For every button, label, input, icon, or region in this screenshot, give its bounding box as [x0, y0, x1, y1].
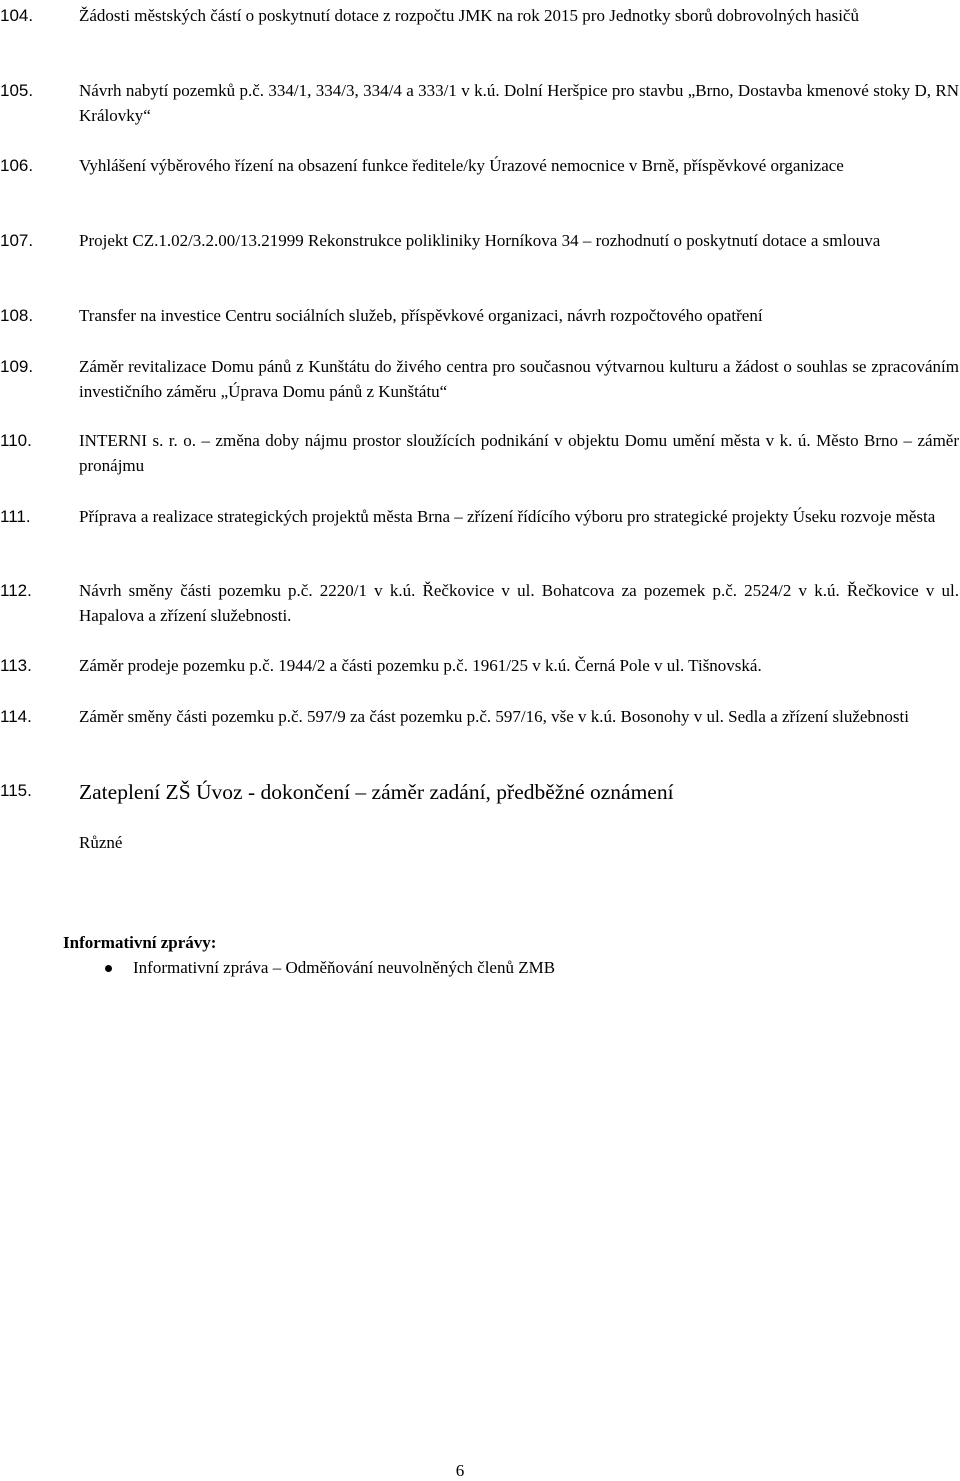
item-number: 110. — [0, 431, 32, 450]
item-text: Zateplení ZŠ Úvoz - dokončení – záměr zadání, předběžné oznámení — [79, 780, 674, 804]
item-number: 109. — [0, 357, 34, 376]
page-number: 6 — [455, 1461, 465, 1480]
item-number: 111. — [0, 507, 31, 526]
item-number: 113. — [0, 656, 32, 675]
item-text: Projekt CZ.1.02/3.2.00/13.21999 Rekonstrukce polikliniky Horníkova 34 – rozhodnutí o poskytnutí dotace a smlouva — [79, 231, 881, 250]
item-number: 114. — [0, 707, 32, 726]
item-text: INTERNI s. r. o. – změna doby nájmu prostor sloužících podnikání v objektu Domu umění města v k. ú. Město Brno – záměr pronájmu — [79, 431, 959, 475]
informative-report-text: Informativní zpráva – Odměňování neuvolněných členů ZMB — [133, 958, 556, 977]
item-text: Vyhlášení výběrového řízení na obsazení funkce ředitele/ky Úrazové nemocnice v Brně, příspěvkové organizace — [79, 156, 844, 175]
item-number: 106. — [0, 156, 34, 175]
item-number: 115. — [0, 781, 32, 800]
item-text: Příprava a realizace strategických projektů města Brna – zřízení řídícího výboru pro strategické projekty Úseku rozvoje města — [79, 507, 936, 526]
item-text: Záměr směny části pozemku p.č. 597/9 za část pozemku p.č. 597/16, vše v k.ú. Bosonohy v ul. Sedla a zřízení služebnosti — [79, 707, 909, 726]
item-number: 104. — [0, 6, 34, 25]
misc-section-label: Různé — [79, 833, 123, 852]
item-number: 105. — [0, 81, 34, 100]
item-text: Žádosti městských částí o poskytnutí dotace z rozpočtu JMK na rok 2015 pro Jednotky sborů dobrovolných hasičů — [79, 6, 859, 25]
informative-reports-heading: Informativní zprávy: — [63, 933, 217, 952]
item-number: 108. — [0, 306, 34, 325]
item-text: Transfer na investice Centru sociálních služeb, příspěvkové organizaci, návrh rozpočtového opatření — [79, 306, 763, 325]
item-text: Záměr revitalizace Domu pánů z Kunštátu do živého centra pro současnou výtvarnou kulturu a žádost o souhlas se zpracováním investičního záměru „Úprava Domu pánů z Kunštátu“ — [79, 357, 959, 401]
bullet-icon — [105, 965, 112, 972]
item-text: Návrh směny části pozemku p.č. 2220/1 v k.ú. Řečkovice v ul. Bohatcova za pozemek p.č. 2524/2 v k.ú. Řečkovice v ul. Hapalova a zřízení služebnosti. — [79, 581, 959, 625]
item-number: 107. — [0, 231, 34, 250]
informative-report-item — [105, 956, 905, 982]
item-text: Návrh nabytí pozemků p.č. 334/1, 334/3, 334/4 a 333/1 v k.ú. Dolní Heršpice pro stavbu „Brno, Dostavba kmenové stoky D, RN Královky“ — [79, 81, 959, 125]
item-number: 112. — [0, 581, 32, 600]
item-text: Záměr prodeje pozemku p.č. 1944/2 a části pozemku p.č. 1961/25 v k.ú. Černá Pole v ul. Tišnovská. — [79, 656, 762, 675]
